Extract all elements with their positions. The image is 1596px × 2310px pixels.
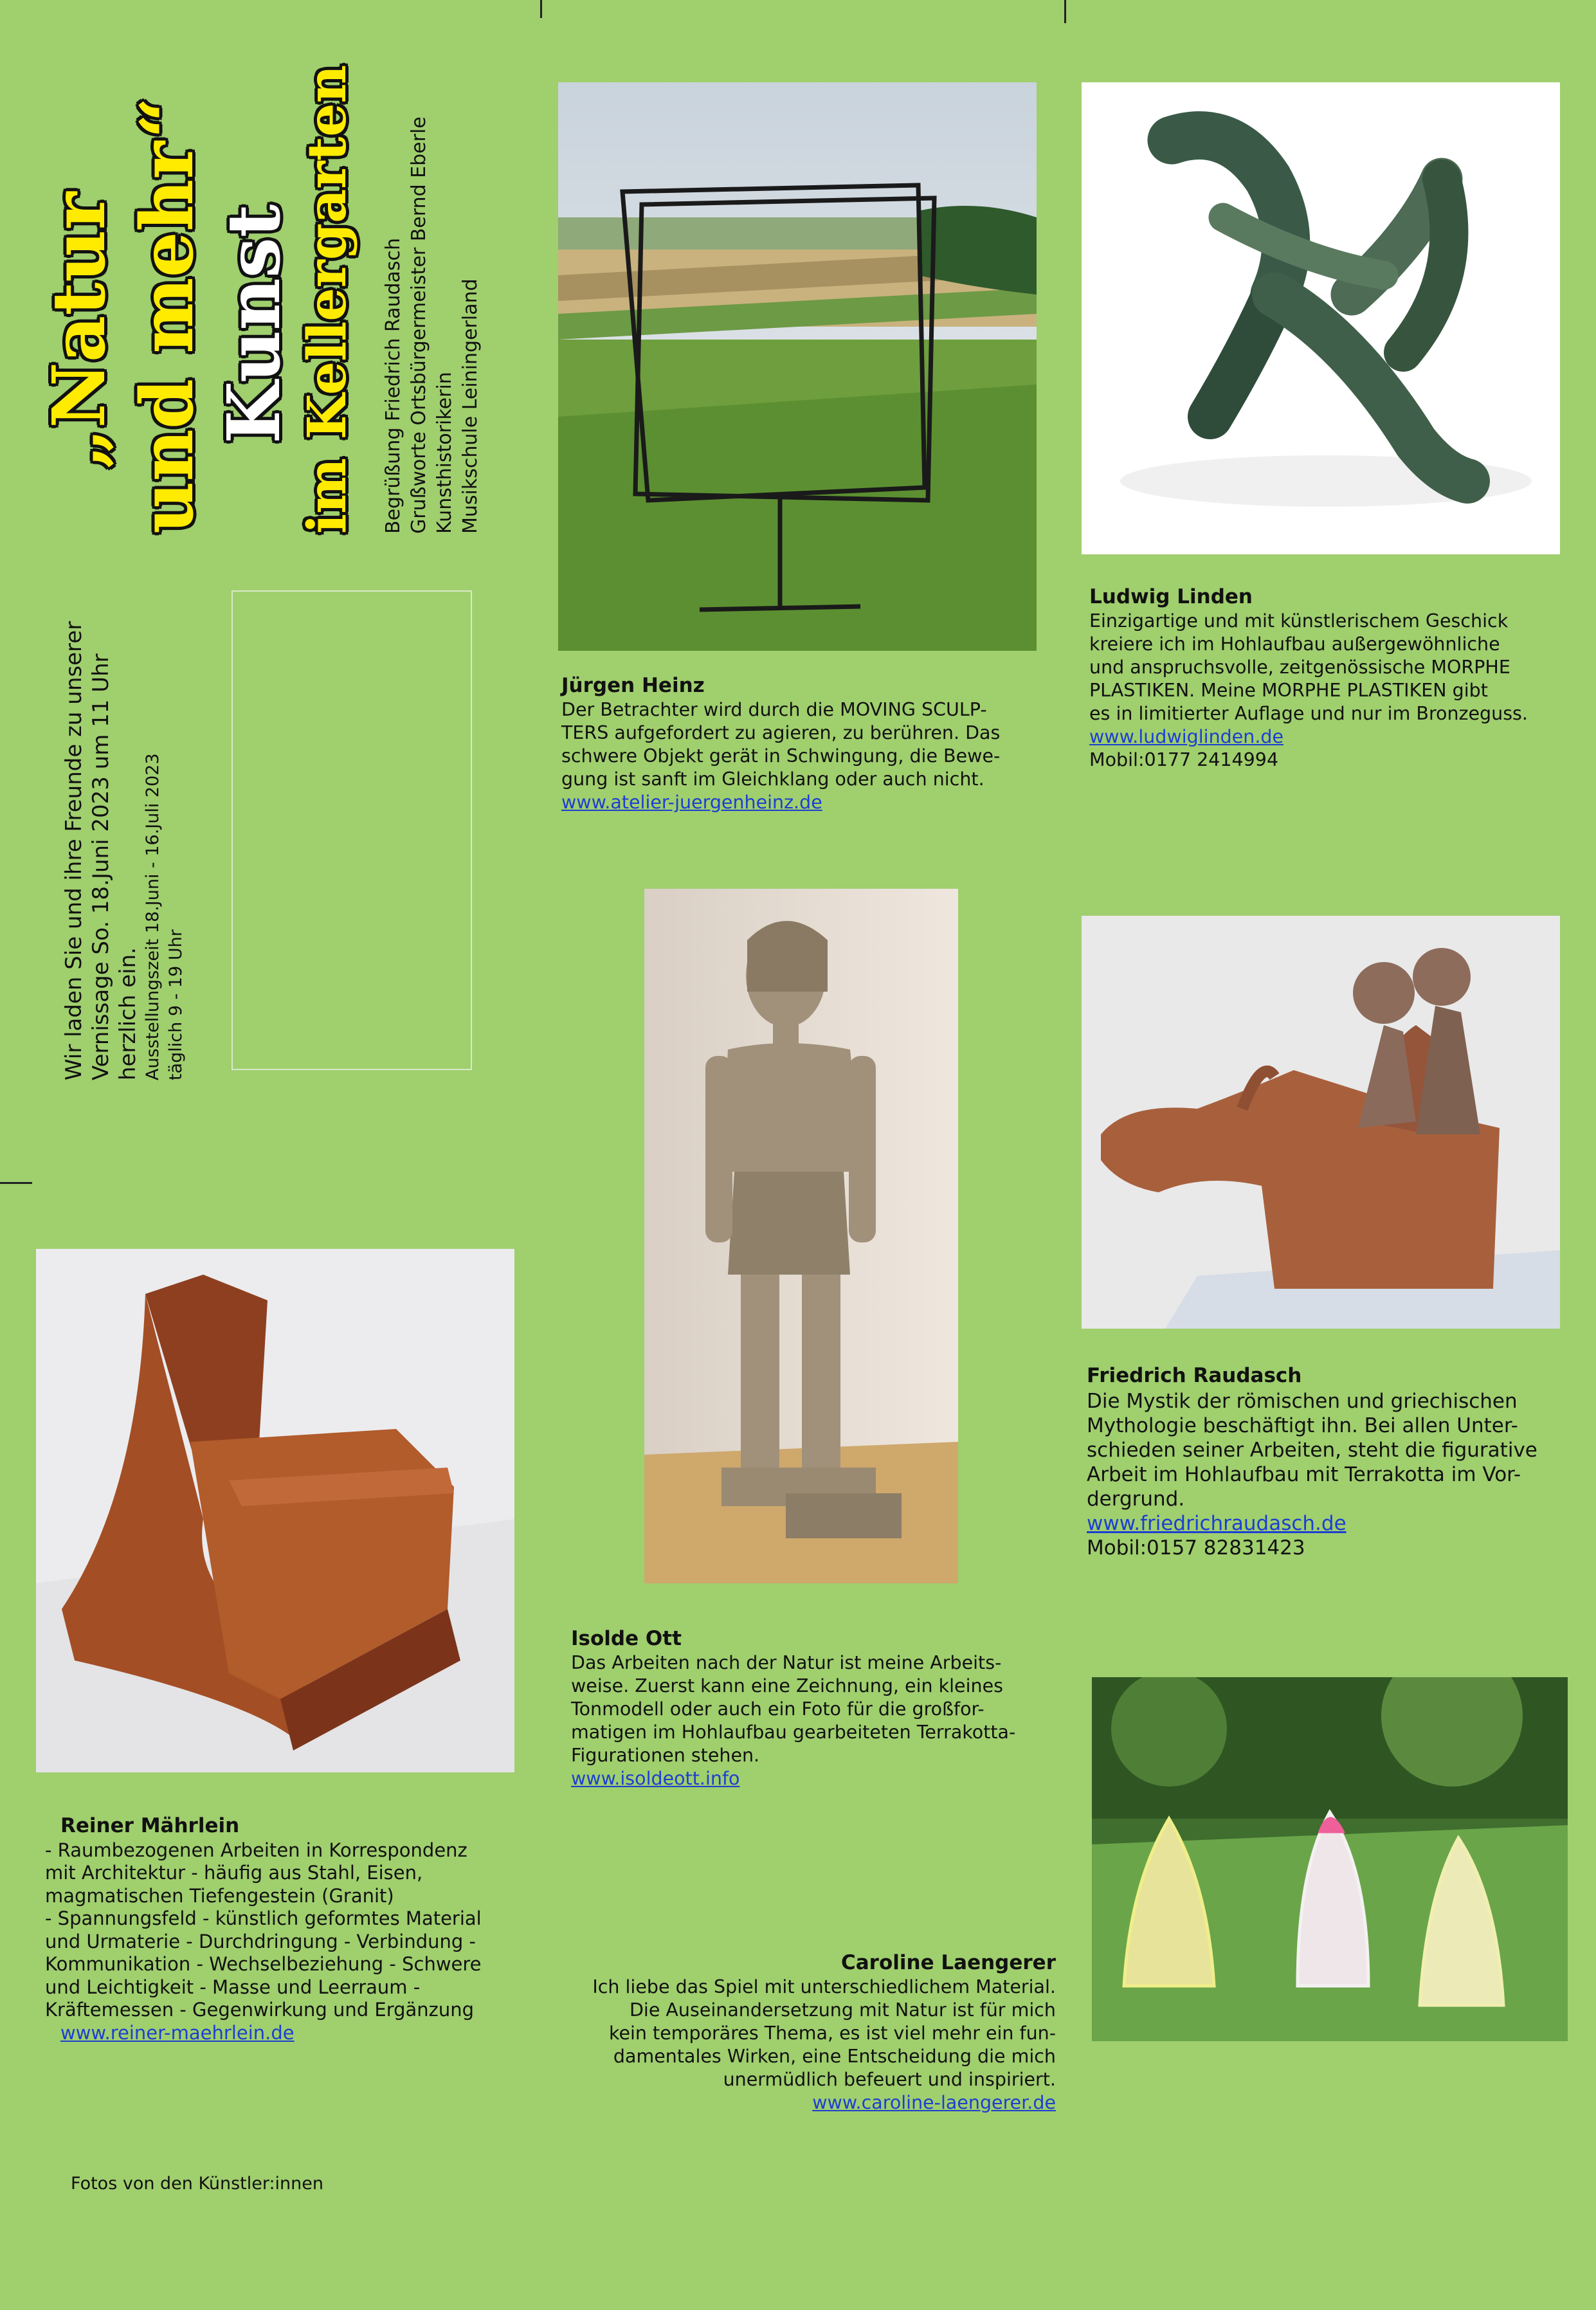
artist-heinz — [561, 674, 1037, 814]
artist-linden — [1089, 585, 1565, 772]
program-item: Begrüßung Friedrich Raudasch — [382, 237, 404, 534]
invitation-line: Vernissage So. 18.Juni 2023 um 11 Uhr — [88, 653, 114, 1080]
artist-description: Einzigartige und mit künstlerischem Geschick kreiere ich im Hohlaufbau außergewöhnliche und anspruchsvolle, zeitgenössische MORPHE PLASTIKEN. Meine MORPHE PLASTIKEN gibt es in limitierter Auflage und nur im Bronzeguss. — [1089, 610, 1528, 724]
fold-mark-top-right — [1064, 0, 1066, 23]
photo-credits: Fotos von den Künstler:innen — [71, 2174, 324, 2194]
program-item: Grußworte Ortsbürgermeister Bernd Eberle — [408, 116, 430, 534]
artist-website-link[interactable]: www.isoldeott.info — [571, 1768, 740, 1789]
photo-raudasch-sculpture — [1082, 916, 1560, 1329]
exhibition-period: Ausstellungszeit 18.Juni - 16.Juli 2023 — [143, 753, 163, 1080]
title-im-kellergarten: im Kellergarten — [296, 64, 358, 534]
photo-laengerer-sculpture — [1092, 1677, 1568, 2041]
title-kunst: Kunst — [212, 204, 296, 444]
artist-description: Ich liebe das Spiel mit unterschiedlichem Material. Die Auseinandersetzung mit Natur ist für mich kein temporäres Thema, es ist viel mehr ein fun- damentales Wirken, eine Entscheidung die mich unermüdlich befeuert und inspiriert. — [592, 1976, 1056, 2090]
artist-name: Jürgen Heinz — [561, 674, 705, 697]
artist-website-link[interactable]: www.friedrichraudasch.de — [1087, 1512, 1347, 1535]
artist-website-link[interactable]: www.reiner-maehrlein.de — [60, 2021, 295, 2044]
address-box — [231, 590, 472, 1070]
artist-maehrlein — [45, 1815, 534, 2044]
program-item: Musikschule Leiningerland — [459, 278, 482, 534]
artist-description: Die Mystik der römischen und griechischen Mythologie beschäftigt ihn. Bei allen Unter- schieden seiner Arbeiten, steht die figurative Arbeit im Hohlaufbau mit Terrakotta im Vor- dergrund. — [1087, 1390, 1537, 1511]
fold-mark-left — [0, 1182, 32, 1184]
invitation-line: herzlich ein. — [115, 947, 141, 1080]
artist-description: Das Arbeiten nach der Natur ist meine Arbeits- weise. Zuerst kann eine Zeichnung, ein kleines Tonmodell oder auch ein Foto für die großfor- matigen im Hohlaufbau gearbeiteten Terrakotta- Figurationen stehen. — [571, 1652, 1016, 1766]
artist-website-link[interactable]: www.ludwiglinden.de — [1089, 726, 1284, 747]
artist-raudasch — [1087, 1363, 1575, 1560]
title-und-mehr: und mehr“ — [125, 97, 210, 534]
title-natur: „Natur — [37, 192, 122, 469]
artist-website-link[interactable]: www.caroline-laengerer.de — [812, 2092, 1056, 2113]
artist-laengerer — [553, 1951, 1056, 2114]
artist-ott — [571, 1627, 1060, 1790]
invitation-line: Wir laden Sie und ihre Freunde zu unserer — [61, 621, 87, 1080]
artist-phone: Mobil:0157 82831423 — [1087, 1536, 1305, 1560]
artist-name: Ludwig Linden — [1089, 585, 1253, 608]
invitation — [60, 621, 188, 1080]
artist-name: Reiner Mährlein — [60, 1814, 240, 1837]
artist-name: Caroline Laengerer — [841, 1951, 1056, 1974]
photo-heinz-sculpture — [558, 82, 1037, 651]
photo-maehrlein-sculpture — [36, 1249, 514, 1772]
program-list — [381, 116, 484, 534]
program-item: Kunsthistorikerin — [433, 372, 456, 534]
artist-name: Isolde Ott — [571, 1627, 682, 1650]
artist-description: Der Betrachter wird durch die MOVING SCULP- TERS aufgefordert zu agieren, zu berühren. Das schwere Objekt gerät in Schwingung, die Bewe- gung ist sanft im Gleichklang oder auch nicht. — [561, 699, 1001, 790]
photo-linden-sculpture — [1082, 82, 1560, 554]
artist-name: Friedrich Raudasch — [1087, 1364, 1302, 1387]
artist-website-link[interactable]: www.atelier-juergenheinz.de — [561, 792, 822, 813]
photo-ott-sculpture — [644, 889, 958, 1583]
fold-mark-top-left — [540, 0, 542, 18]
artist-description: - Raumbezogenen Arbeiten in Korrespondenz mit Architektur - häufig aus Stahl, Eisen, magmatischen Tiefengestein (Granit) - Spannungsfeld - künstlich geformtes Material und Urmaterie - Durchdringung - Verbindung - Kommunikation - Wechselbeziehung - Schwere und Leichtigkeit - Masse und Leerraum - Kräftemessen - Gegenwirkung und Ergänzung — [45, 1839, 482, 2021]
artist-phone: Mobil:0177 2414994 — [1089, 749, 1279, 770]
opening-hours: täglich 9 - 19 Uhr — [166, 929, 186, 1080]
